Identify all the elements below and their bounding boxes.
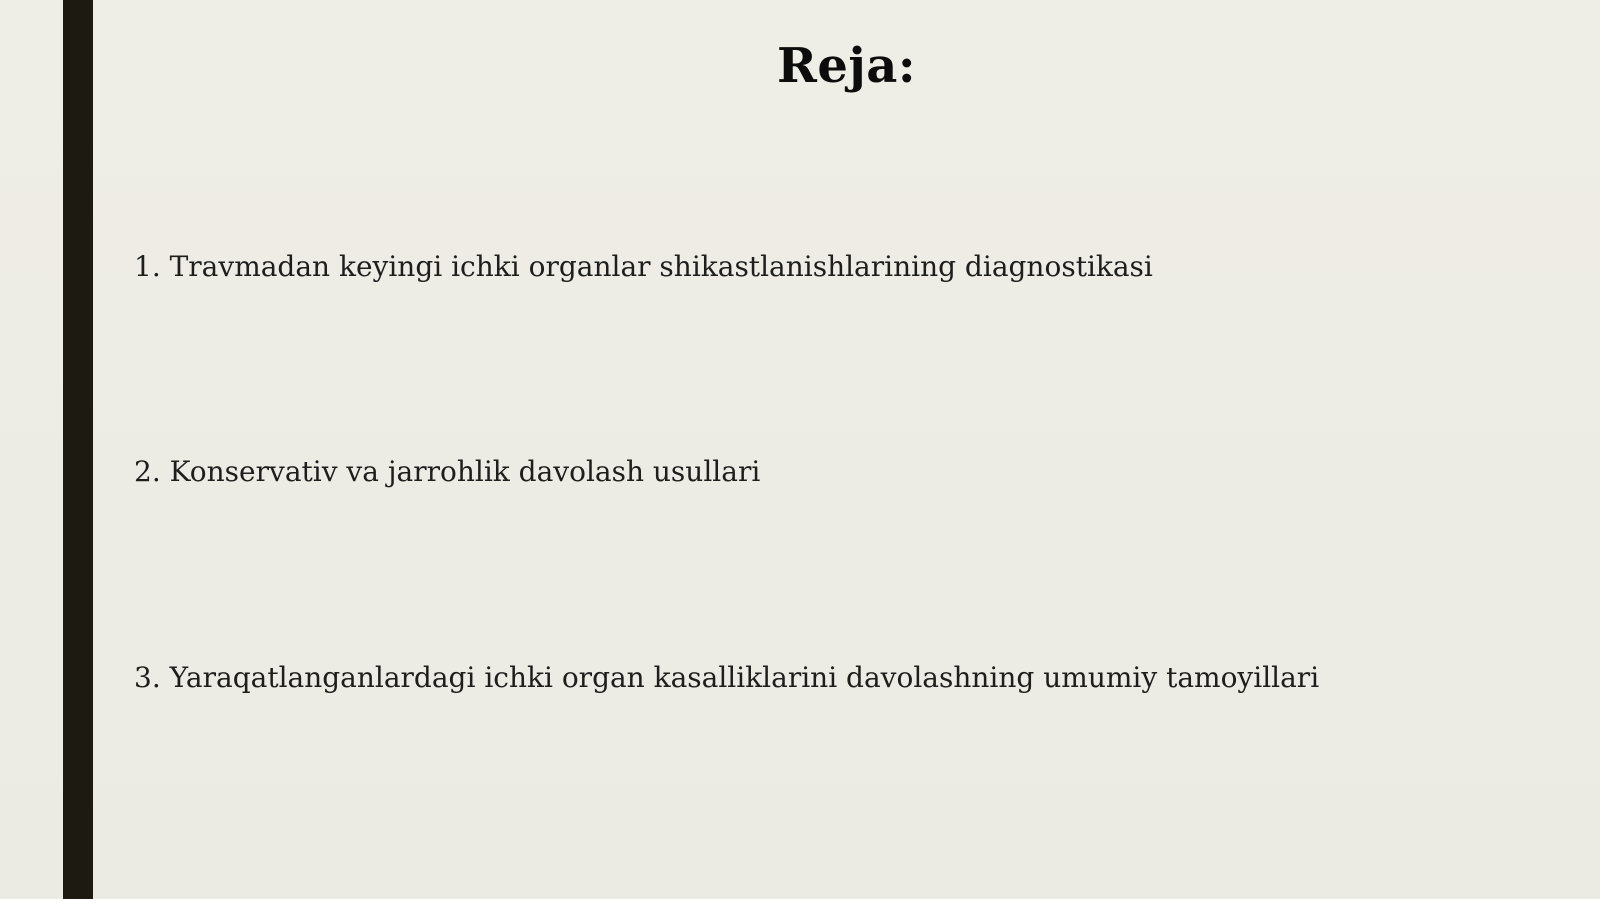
plan-item: 3. Yaraqatlanganlardagi ichki organ kasalliklarini davolashning umumiy tamoyillari	[134, 661, 1320, 694]
accent-bar	[63, 0, 93, 899]
slide-title: Reja:	[776, 38, 917, 94]
plan-item: 2. Konservativ va jarrohlik davolash usullari	[134, 455, 761, 488]
plan-item: 1. Travmadan keyingi ichki organlar shikastlanishlarining diagnostikasi	[134, 250, 1153, 283]
